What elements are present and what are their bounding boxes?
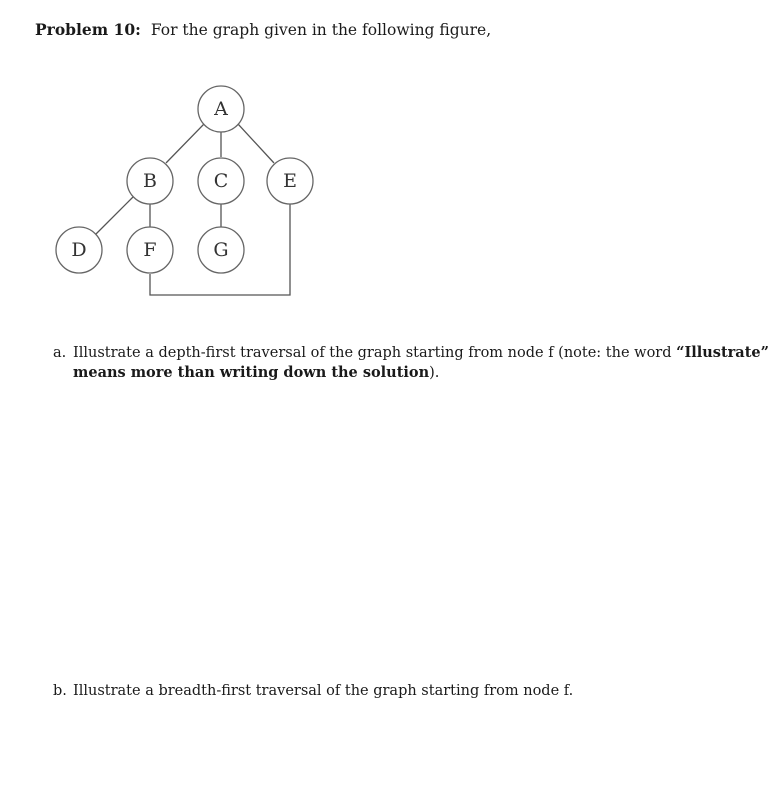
node-e-label: E — [283, 170, 297, 192]
question-a-marker: a. — [53, 345, 67, 361]
node-f-label: F — [143, 239, 157, 261]
question-b-text: Illustrate a breadth-first traversal of the graph starting from node f. — [73, 683, 574, 699]
node-d-label: D — [71, 239, 87, 261]
node-b — [127, 158, 173, 204]
node-f — [127, 227, 173, 273]
node-g — [198, 227, 244, 273]
problem-intro: For the graph given in the following figure, — [150, 21, 492, 39]
node-g-label: G — [213, 239, 229, 261]
problem-label: Problem 10: — [35, 20, 141, 39]
question-a — [53, 343, 769, 383]
edge-a-b — [166, 124, 204, 163]
node-c-label: C — [213, 170, 229, 192]
question-a-bold-word: “Illustrate” — [676, 344, 769, 361]
question-b-marker: b. — [53, 683, 67, 699]
question-a-bold-line: means more than writing down the solution — [73, 364, 430, 381]
node-b-label: B — [143, 170, 157, 192]
question-a-text: Illustrate a depth-first traversal of the graph starting from node f (note: the word — [73, 345, 677, 361]
node-a — [198, 86, 244, 132]
graph-figure — [0, 0, 728, 320]
question-a-text-after: ). — [429, 365, 440, 381]
node-e — [267, 158, 313, 204]
node-d — [56, 227, 102, 273]
edge-a-e — [238, 124, 274, 163]
question-b — [53, 682, 713, 701]
node-a-label: A — [214, 98, 228, 120]
edge-b-d — [96, 197, 133, 234]
node-c — [198, 158, 244, 204]
